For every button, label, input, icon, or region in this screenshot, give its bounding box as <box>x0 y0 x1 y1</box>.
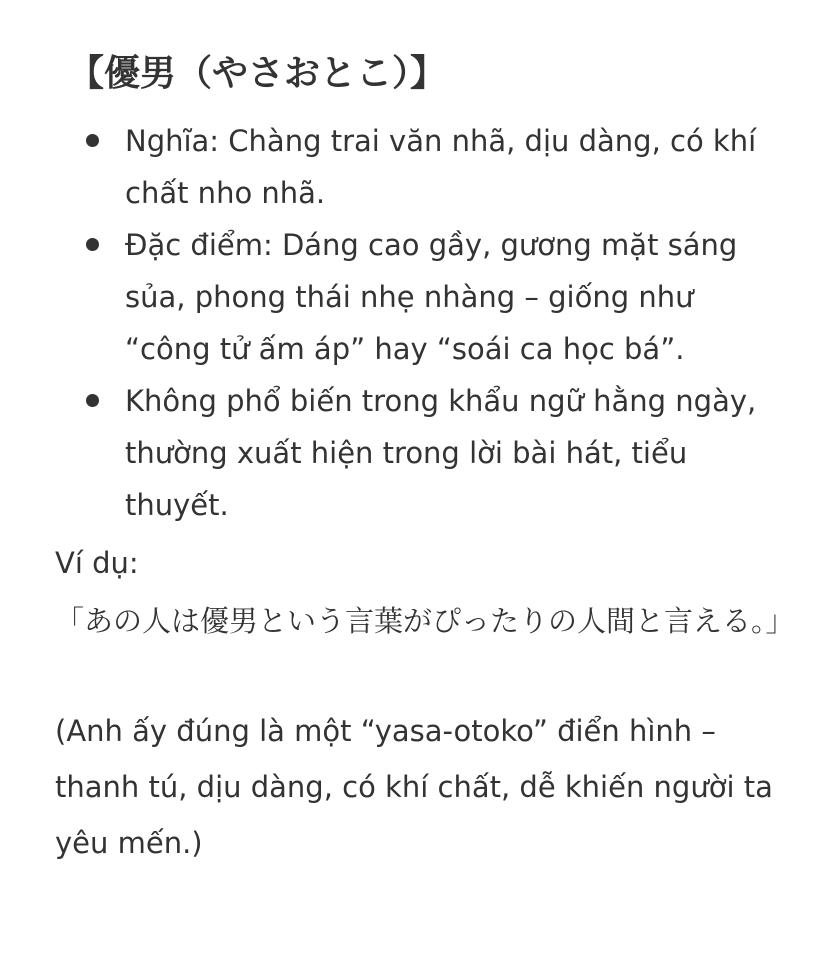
list-item-text: Không phổ biến trong khẩu ngữ hằng ngày, thường xuất hiện trong lời bài hát, tiểu thuyết. <box>125 384 757 522</box>
bullet-icon <box>86 134 99 147</box>
list-item <box>0 375 828 531</box>
term-heading: 【優男（やさおとこ）】 <box>68 53 447 94</box>
list-item-text: Đặc điểm: Dáng cao gầy, gương mặt sáng sủa, phong thái nhẹ nhàng – giống như “công tử ấm áp” hay “soái ca học bá”. <box>125 228 738 366</box>
definition-list <box>0 115 828 531</box>
list-item <box>0 115 828 219</box>
example-translation: (Anh ấy đúng là một “yasa-otoko” điển hình – thanh tú, dịu dàng, có khí chất, dễ khiến người ta yêu mến.) <box>55 714 773 860</box>
bullet-icon <box>86 238 99 251</box>
example-japanese-sentence: 「あの人は優男という言葉がぴったりの人間と言える。」 <box>55 604 795 638</box>
list-item <box>0 219 828 375</box>
example-label: Ví dụ: <box>55 546 139 580</box>
list-item-text: Nghĩa: Chàng trai văn nhã, dịu dàng, có khí chất nho nhã. <box>125 124 757 210</box>
bullet-icon <box>86 394 99 407</box>
